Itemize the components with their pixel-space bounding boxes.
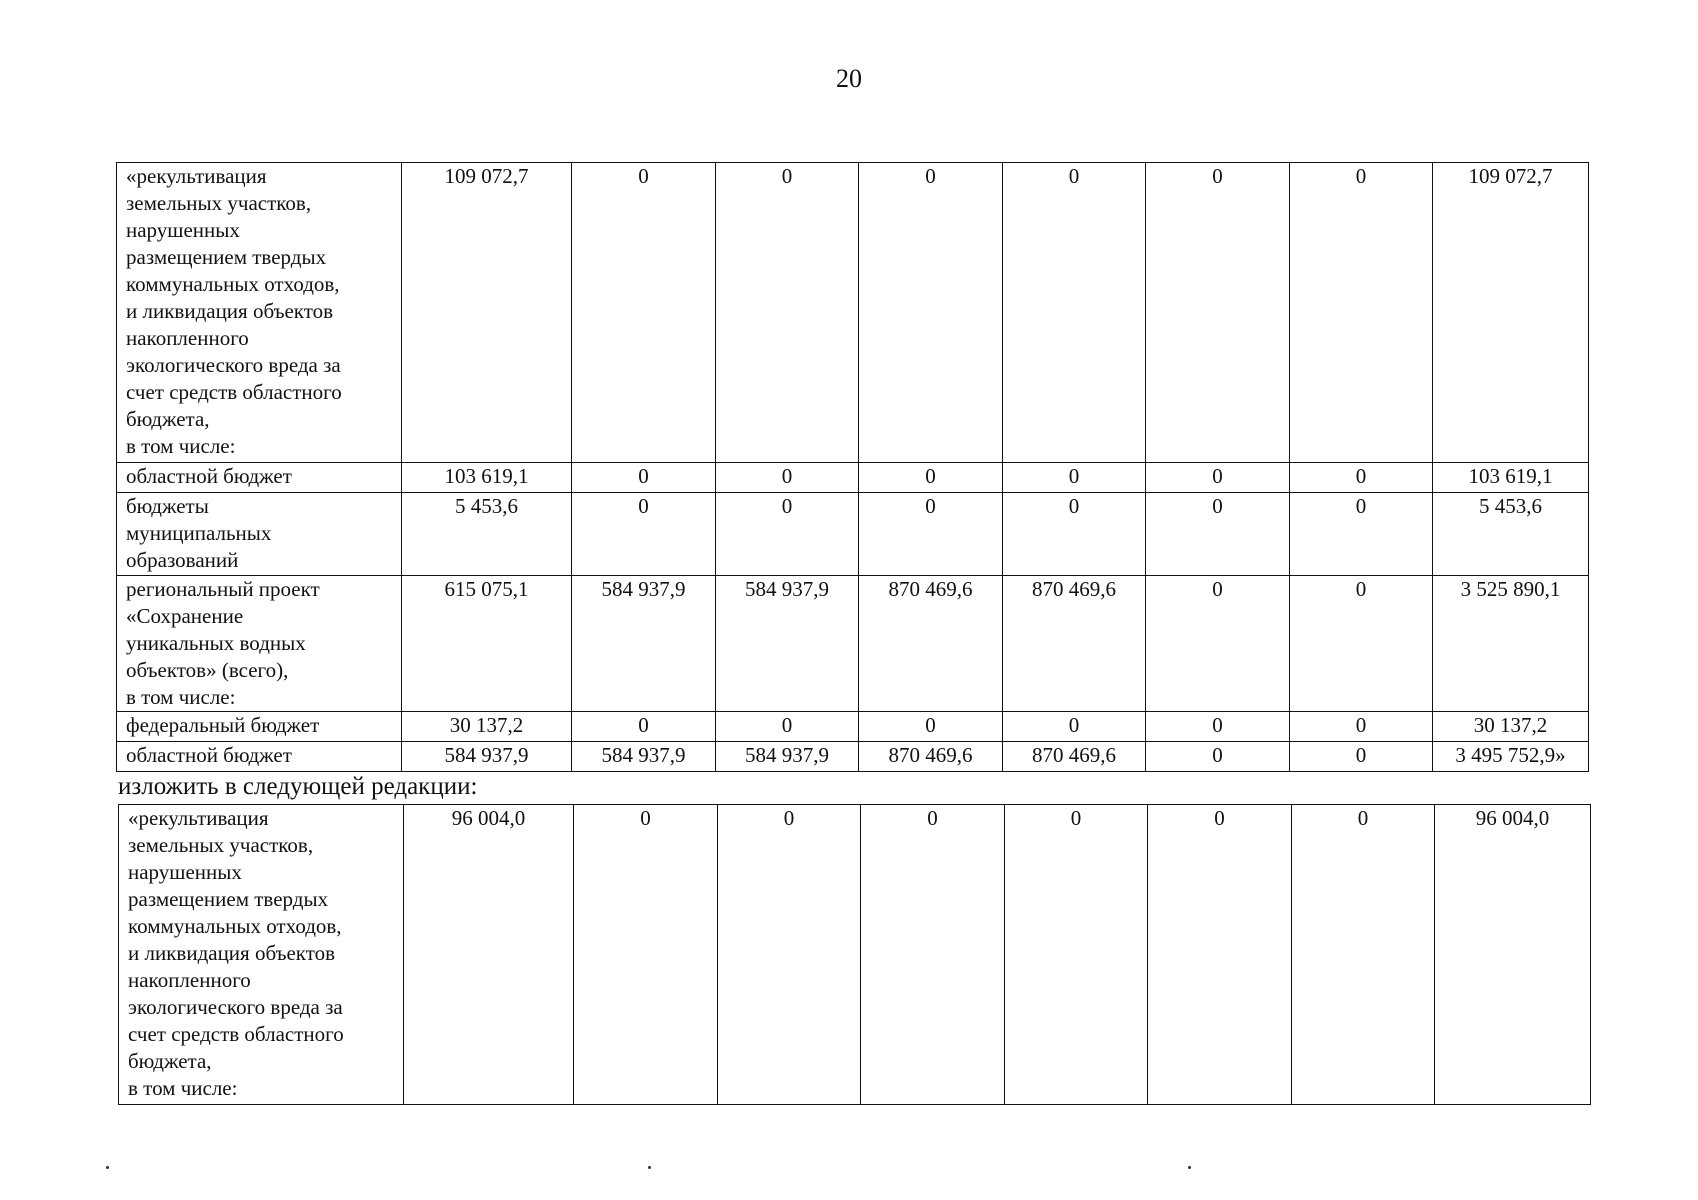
row-name-line: бюджеты [126, 494, 209, 518]
value-cell: 96 004,0 [404, 805, 574, 1105]
row-name-line: объектов» (всего), [126, 658, 289, 682]
value-cell: 103 619,1 [1433, 463, 1589, 493]
value-cell: 0 [718, 805, 861, 1105]
value-cell: 0 [1003, 712, 1146, 742]
value-cell: 0 [859, 163, 1003, 463]
value-cell: 584 937,9 [716, 576, 859, 712]
value-cell: 0 [859, 712, 1003, 742]
value-cell: 0 [1146, 463, 1290, 493]
row-name-cell [117, 712, 402, 742]
row-name-line: областной бюджет [126, 464, 292, 488]
page-number: 20 [836, 64, 862, 93]
row-name-line: федеральный бюджет [126, 713, 320, 737]
value-cell: 870 469,6 [1003, 742, 1146, 772]
row-name-line: нарушенных [128, 860, 242, 884]
table-row [117, 576, 1589, 712]
row-name-line: образований [126, 548, 239, 572]
value-cell: 5 453,6 [1433, 493, 1589, 576]
row-name-cell [117, 163, 402, 463]
value-cell: 0 [1003, 163, 1146, 463]
row-name-cell [117, 493, 402, 576]
row-name-line: «Сохранение [126, 604, 244, 628]
row-name-line: нарушенных [126, 218, 240, 242]
value-cell: 30 137,2 [402, 712, 572, 742]
row-name-line: в том числе: [126, 434, 236, 458]
value-cell: 3 525 890,1 [1433, 576, 1589, 712]
value-cell: 0 [572, 463, 716, 493]
table-row [117, 493, 1589, 576]
row-name-line: бюджета, [128, 1049, 212, 1073]
row-name-line: счет средств областного [128, 1022, 344, 1046]
row-name-line: региональный проект [126, 577, 320, 601]
row-name-line: земельных участков, [128, 833, 314, 857]
value-cell: 0 [859, 493, 1003, 576]
table-row [117, 163, 1589, 463]
scan-dot [106, 1166, 109, 1169]
table-row [117, 463, 1589, 493]
value-cell: 584 937,9 [402, 742, 572, 772]
value-cell: 0 [716, 163, 859, 463]
row-name-cell [117, 742, 402, 772]
row-name-line: земельных участков, [126, 191, 312, 215]
scan-dot [1188, 1166, 1191, 1169]
value-cell: 96 004,0 [1435, 805, 1591, 1105]
value-cell: 584 937,9 [572, 742, 716, 772]
amendment-caption: изложить в следующей редакции: [118, 773, 478, 800]
row-name-line: уникальных водных [126, 631, 306, 655]
row-name-line: «рекультивация [126, 164, 267, 188]
scan-dot [648, 1166, 651, 1169]
row-name-line: коммунальных отходов, [128, 914, 342, 938]
value-cell: 0 [1146, 742, 1290, 772]
row-name-line: счет средств областного [126, 380, 342, 404]
row-name-line: и ликвидация объектов [126, 299, 334, 323]
table-row [119, 805, 1591, 1105]
value-cell: 3 495 752,9» [1433, 742, 1589, 772]
value-cell: 870 469,6 [859, 576, 1003, 712]
row-name-line: в том числе: [126, 685, 236, 709]
value-cell: 0 [1005, 805, 1148, 1105]
table-row [117, 742, 1589, 772]
value-cell: 0 [1003, 463, 1146, 493]
value-cell: 584 937,9 [572, 576, 716, 712]
budget-table-new [118, 804, 1591, 1105]
value-cell: 5 453,6 [402, 493, 572, 576]
value-cell: 870 469,6 [859, 742, 1003, 772]
value-cell: 615 075,1 [402, 576, 572, 712]
value-cell: 0 [1146, 712, 1290, 742]
value-cell: 0 [1146, 576, 1290, 712]
row-name-line: коммунальных отходов, [126, 272, 340, 296]
value-cell: 109 072,7 [402, 163, 572, 463]
value-cell: 0 [716, 493, 859, 576]
value-cell: 0 [1290, 163, 1433, 463]
value-cell: 0 [859, 463, 1003, 493]
value-cell: 0 [861, 805, 1005, 1105]
row-name-line: экологического вреда за [126, 353, 341, 377]
value-cell: 0 [1290, 493, 1433, 576]
row-name-line: накопленного [128, 968, 251, 992]
row-name-line: размещением твердых [126, 245, 327, 269]
row-name-line: областной бюджет [126, 743, 292, 767]
row-name-cell [117, 463, 402, 493]
row-name-line: «рекультивация [128, 806, 269, 830]
value-cell: 0 [572, 163, 716, 463]
value-cell: 0 [572, 712, 716, 742]
value-cell: 584 937,9 [716, 742, 859, 772]
value-cell: 0 [1290, 712, 1433, 742]
value-cell: 0 [1292, 805, 1435, 1105]
value-cell: 870 469,6 [1003, 576, 1146, 712]
table-row [117, 712, 1589, 742]
value-cell: 0 [572, 493, 716, 576]
value-cell: 30 137,2 [1433, 712, 1589, 742]
row-name-line: муниципальных [126, 521, 272, 545]
row-name-line: и ликвидация объектов [128, 941, 336, 965]
value-cell: 0 [574, 805, 718, 1105]
value-cell: 109 072,7 [1433, 163, 1589, 463]
row-name-line: бюджета, [126, 407, 210, 431]
row-name-line: размещением твердых [128, 887, 329, 911]
value-cell: 0 [716, 463, 859, 493]
value-cell: 0 [1148, 805, 1292, 1105]
value-cell: 0 [1290, 463, 1433, 493]
budget-table-old [116, 162, 1589, 772]
value-cell: 0 [1146, 493, 1290, 576]
row-name-line: накопленного [126, 326, 249, 350]
value-cell: 0 [1003, 493, 1146, 576]
row-name-cell [119, 805, 404, 1105]
value-cell: 103 619,1 [402, 463, 572, 493]
value-cell: 0 [1146, 163, 1290, 463]
row-name-line: экологического вреда за [128, 995, 343, 1019]
row-name-cell [117, 576, 402, 712]
value-cell: 0 [1290, 576, 1433, 712]
row-name-line: в том числе: [128, 1076, 238, 1100]
value-cell: 0 [1290, 742, 1433, 772]
value-cell: 0 [716, 712, 859, 742]
